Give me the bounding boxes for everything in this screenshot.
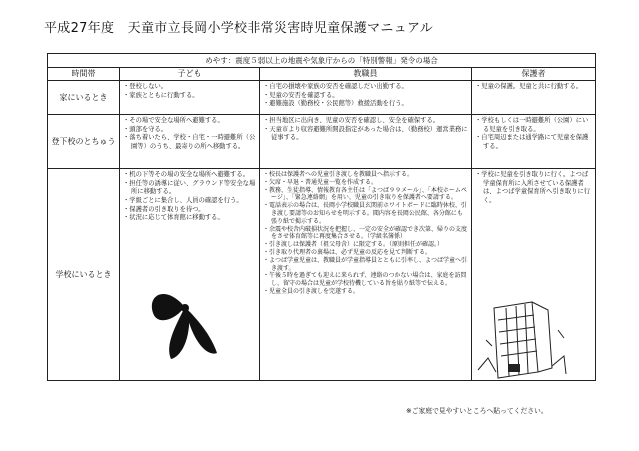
header-child: 子ども: [120, 68, 260, 81]
list-item: ・ 引き渡しは保護者（祖父母含）に限定する。（原則担任が確認。）: [263, 241, 468, 249]
cell-commute-parent: [472, 115, 596, 169]
list-item: ・ 保護者の引き取りを待つ。: [123, 206, 256, 215]
list-item: ・ 頭部を守る。: [123, 126, 256, 135]
cell-commute-staff: [260, 115, 472, 169]
list-item: ・ 引き取り代理者の裏場は、必ず児童の反応を見て判断する。: [263, 249, 468, 257]
cell-home-child: [120, 81, 260, 115]
list-item: ・ 担当地区に出向き、児童の安否を確認し、安全を確保する。: [263, 117, 468, 126]
header-staff: 教職員: [260, 68, 472, 81]
cell-home-parent: [472, 81, 596, 115]
list-item: ・ 教務、生徒指導、情報教育各主任は「よつば９９メール」、「本校ホームページ」、「緊急連絡網」を用い、児童の引き取りを保護者へ要請する。: [263, 187, 468, 203]
list-item: ・ 落ち着いたら、学校・自宅・一時避難所（公園等）のうち、最寄りの所へ移動する。: [123, 134, 256, 151]
cell-school-child: [120, 169, 260, 381]
row-label-commute: 登下校のとちゅう: [48, 115, 120, 169]
list-item: ・ 机の下等その場の安全な場所へ避難する。: [123, 171, 256, 180]
list-item: ・ 児童の安否を確認する。: [263, 92, 468, 101]
list-item: ・ 午後５時を過ぎても迎えに来られず、連絡のつかない場合は、家庭を訪問し、留守の場合は児童が学校待機している旨を貼り紙等で伝える。: [263, 272, 468, 288]
cell-school-parent: [472, 169, 596, 381]
list-item: ・ 学校もしくは一時避難所（公園）にいる児童を引き取る。: [475, 117, 592, 134]
list-item: ・ 天童市より収容避難所開設指定があった場合は、（勤務校）運営業務に従事する。: [263, 126, 468, 143]
list-item: ・ 児童全員の引き渡しを完遂する。: [263, 288, 468, 296]
cell-home-staff: [260, 81, 472, 115]
list-item: ・ 児童の保護。児童と共に行動する。: [475, 83, 592, 92]
list-item: ・ 担任等の誘導に従い、グラウンド等安全な場所に移動する。: [123, 180, 256, 197]
list-item: ・ 避難施設（勤務校・公民館等）救援活動を行う。: [263, 100, 468, 109]
row-label-home: 家にいるとき: [48, 81, 120, 115]
list-item: ・ 状況に応じて体育館に移動する。: [123, 214, 256, 223]
criteria-banner: めやす：震度５弱以上の地震や気象庁からの「特別警報」発令の場合: [48, 54, 596, 68]
list-item: ・ 自宅の損壊や家族の安否を確認しだい出勤する。: [263, 83, 468, 92]
list-item: ・ 家族とともに行動する。: [123, 92, 256, 101]
list-item: ・ 校長は保護者への児童引き渡しを教職員へ指示する。: [263, 171, 468, 179]
list-item: ・ 登校しない。: [123, 83, 256, 92]
cell-commute-child: [120, 115, 260, 169]
list-item: ・ 自宅周辺または通学路にて児童を保護する。: [475, 134, 592, 151]
cell-school-staff: [260, 169, 472, 381]
list-item: ・ その場で安全な場所へ避難する。: [123, 117, 256, 126]
list-item: ・ 欠席・早退・普通児童一覧を作成する。: [263, 179, 468, 187]
list-item: ・ 学級ごとに集合し、人員の確認を行う。: [123, 197, 256, 206]
page-title: 平成27年度 天童市立長岡小学校非常災害時児童保護マニュアル: [44, 21, 434, 36]
list-item: ・ 電話表示の場合は、長岡小学校職員玄関前ホワイトボードに臨時休校、引き渡し要請等のお知らせを明示する。閲内容を長岡公民館、各分館にも張り紙で掲示する。: [263, 202, 468, 225]
list-item: ・ 余震や校舎内破損状況を把握し、一定の安全が確認でき次第、帰りの支度をさせ体育館等に再度集合させる。（学級名簿係）: [263, 226, 468, 242]
header-parent: 保護者: [472, 68, 596, 81]
header-time: 時間帯: [48, 68, 120, 81]
list-item: ・ 学校に児童を引き取りに行く。よつば学童保育所に入所させている保護者は、よつば学童保育所へ引き取りに行く。: [475, 171, 592, 206]
manual-table: [47, 53, 596, 381]
footer-note: ※ご家庭で見やすいところへ貼ってください。: [406, 407, 548, 415]
row-label-school: 学校にいるとき: [48, 169, 120, 381]
list-item: ・ よつば学童児童は、教職員が学童指導員とともに引率し、よつば学童へ引き渡す。: [263, 257, 468, 273]
